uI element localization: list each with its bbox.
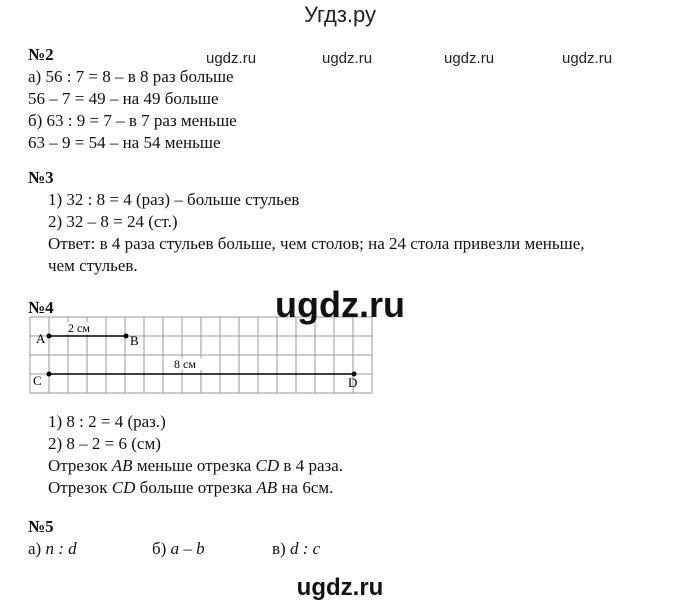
task4-line: 1) 8 : 2 = 4 (раз.) [48, 412, 166, 431]
point-b-dot [124, 334, 129, 339]
task2-line: а) 56 : 7 = 8 – в 8 раз больше [28, 67, 234, 86]
label-length-ab: 2 см [68, 321, 90, 335]
task2-line: 56 – 7 = 49 – на 49 больше [28, 89, 219, 108]
watermark: ugdz.ru [562, 50, 613, 67]
label-point-c: C [33, 373, 42, 388]
task2-number: №2 [28, 45, 54, 64]
label-point-d: D [348, 375, 358, 390]
task4-conclusion: Отрезок AB меньше отрезка CD в 4 раза. [48, 456, 344, 475]
task4-line: 2) 8 – 2 = 6 (см) [48, 434, 161, 453]
task5-number: №5 [28, 517, 54, 536]
site-title: Угдз.ру [303, 2, 377, 27]
segment-name: AB [111, 456, 133, 475]
task5-answer-c: в) d : c [272, 539, 321, 558]
task3-number: №3 [28, 168, 54, 187]
watermark: ugdz.ru [206, 50, 257, 67]
task4-number: №4 [28, 298, 54, 317]
watermark: ugdz.ru [322, 50, 373, 67]
watermark: ugdz.ru [444, 50, 495, 67]
task5-answer-b: б) a – b [152, 539, 205, 558]
point-c-dot [47, 372, 52, 377]
segment-name: CD [111, 478, 136, 497]
task5-answer-a: а) n : d [28, 539, 77, 558]
segment-name: CD [255, 456, 280, 475]
watermark-footer: ugdz.ru [296, 574, 384, 601]
task2-line: 63 – 9 = 54 – на 54 меньше [28, 133, 221, 152]
task4-conclusion: Отрезок CD больше отрезка AB на 6см. [48, 478, 334, 497]
task2-line: б) 63 : 9 = 7 – в 7 раз меньше [28, 111, 237, 130]
segment-name: AB [256, 478, 278, 497]
task3-answer: чем стульев. [48, 256, 138, 275]
task3-line: 1) 32 : 8 = 4 (раз) – больше стульев [48, 190, 300, 209]
task3-answer: Ответ: в 4 раза стульев больше, чем столов; на 24 стола привезли меньше, [48, 234, 585, 253]
label-point-b: B [130, 333, 139, 348]
task3-line: 2) 32 – 8 = 24 (ст.) [48, 212, 178, 231]
point-a-dot [47, 334, 52, 339]
label-point-a: A [36, 331, 46, 346]
watermark-large: ugdz.ru [275, 284, 405, 325]
label-length-cd: 8 см [174, 357, 196, 371]
